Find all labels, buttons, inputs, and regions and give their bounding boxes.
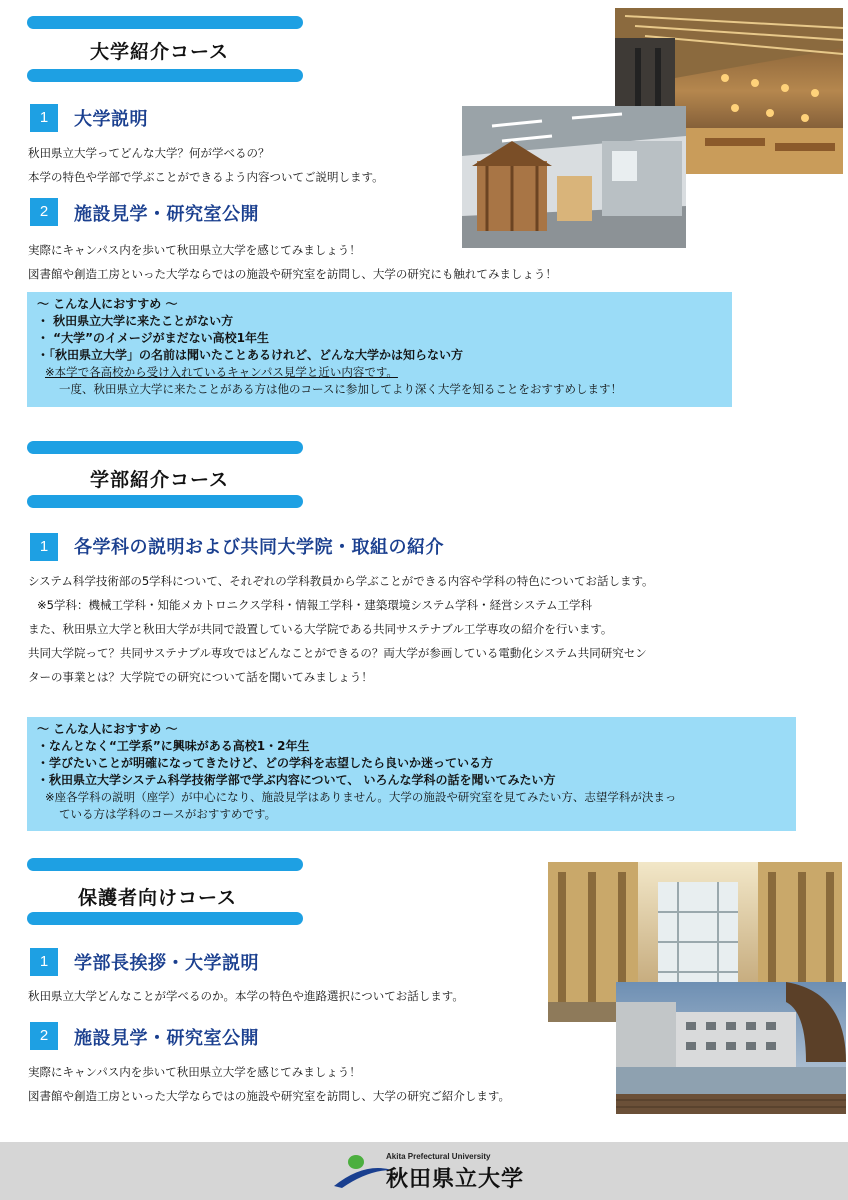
recommend-item: ・学びたいことが明確になってきたけど、どの学科を志望したら良いか迷っている方 xyxy=(37,756,494,770)
text-line: ターの事業とは？大学院での研究について話を聞いてみましょう！ xyxy=(28,670,373,684)
text-line: システム科学技術部の5学科について、それぞれの学科教員から学ぶことができる内容や学科の特色についてお話します。 xyxy=(28,574,654,588)
workshop-photo xyxy=(462,106,686,248)
text-line: 共同大学院って？共同サステナブル専攻ではどんなことができるの？両大学が参画している電動化システム共同研究セン xyxy=(28,646,647,660)
recommend-note: ※本学で各高校から受け入れているキャンパス見学と近い内容です。 xyxy=(45,365,398,379)
university-logo-icon xyxy=(334,1150,394,1190)
footer xyxy=(0,1142,848,1200)
text-line: 本学の特色や学部で学ぶことができるよう内容ついてご説明します。 xyxy=(28,170,384,184)
course1-top-bar xyxy=(27,16,303,29)
recommend-item: ・秋田県立大学システム科学技術学部で学ぶ内容について、 いろんな学科の話を聞いてみたい方 xyxy=(37,773,556,787)
course3-top-bar xyxy=(27,858,303,871)
course3-sec2-text xyxy=(28,1060,510,1108)
course2-sec1-title: 各学科の説明および共同大学院・取組の紹介 xyxy=(74,537,444,558)
recommend-item: ・なんとなく“工学系”に興味がある高校1・2年生 xyxy=(37,739,310,753)
course3-sec1-text xyxy=(28,984,464,1008)
course1-sec2-number: 2 xyxy=(30,198,58,226)
text-line: また、秋田県立大学と秋田大学が共同で設置している大学院である共同サステナブル工学専攻の紹介を行います。 xyxy=(28,622,613,636)
course2-top-bar xyxy=(27,441,303,454)
course1-title: 大学紹介コース xyxy=(90,41,230,63)
course1-sec1-text xyxy=(28,141,384,189)
recommend-note: ※座各学科の説明（座学）が中心になり、施設見学はありません。大学の施設や研究室を見てみたい方、志望学科が決まっ xyxy=(45,790,677,804)
recommend-header: ～ こんな人におすすめ ～ xyxy=(37,722,178,736)
course2-sec1-number: 1 xyxy=(30,533,58,561)
recommend-item: ・ “大学”のイメージがまだない高校1年生 xyxy=(37,331,269,345)
course2-text xyxy=(28,569,654,689)
course2-recommend-box xyxy=(27,717,796,831)
course1-bottom-bar xyxy=(27,69,303,82)
course1-recommend-box xyxy=(27,292,732,407)
text-line: 秋田県立大学ってどんな大学？何が学べるの？ xyxy=(28,146,270,160)
text-line: 実際にキャンパス内を歩いて秋田県立大学を感じてみましょう！ xyxy=(28,1065,361,1079)
recommend-header: ～ こんな人におすすめ ～ xyxy=(37,297,178,311)
courtyard-photo xyxy=(616,982,846,1114)
text-line: 図書館や創造工房といった大学ならではの施設や研究室を訪問し、大学の研究にも触れてみましょう！ xyxy=(28,267,557,281)
course3-sec1-number: 1 xyxy=(30,948,58,976)
text-line: 実際にキャンパス内を歩いて秋田県立大学を感じてみましょう！ xyxy=(28,243,361,257)
recommend-note: 一度、秋田県立大学に来たことがある方は他のコースに参加してより深く大学を知ることをおすすめします！ xyxy=(59,382,623,396)
course2-bottom-bar xyxy=(27,495,303,508)
course1-sec1-number: 1 xyxy=(30,104,58,132)
recommend-item: ・「秋田県立大学」の名前は聞いたことあるけれど、どんな大学かは知らない方 xyxy=(37,348,464,362)
courtyard-image xyxy=(616,982,846,1114)
course1-sec1-title: 大学説明 xyxy=(74,109,148,130)
text-line: 秋田県立大学どんなことが学べるのか。本学の特色や進路選択についてお話します。 xyxy=(28,989,464,1003)
logo-japanese: 秋田県立大学 xyxy=(386,1167,525,1192)
course3-title: 保護者向けコース xyxy=(78,887,238,909)
course2-title: 学部紹介コース xyxy=(90,469,230,491)
workshop-image xyxy=(462,106,686,248)
text-line: 図書館や創造工房といった大学ならではの施設や研究室を訪問し、大学の研究ご紹介します。 xyxy=(28,1089,510,1103)
course3-bottom-bar xyxy=(27,912,303,925)
course3-sec2-number: 2 xyxy=(30,1022,58,1050)
logo-english: Akita Prefectural University xyxy=(386,1152,491,1161)
course3-sec2-title: 施設見学・研究室公開 xyxy=(74,1028,259,1049)
recommend-item: ・ 秋田県立大学に来たことがない方 xyxy=(37,314,234,328)
course1-sec2-title: 施設見学・研究室公開 xyxy=(74,204,259,225)
recommend-note: ている方は学科のコースがおすすめです。 xyxy=(59,807,277,821)
course3-sec1-title: 学部長挨拶・大学説明 xyxy=(74,953,259,974)
text-line: ※5学科：機械工学科・知能メカトロニクス学科・情報工学科・建築環境システム学科・経営システム工学科 xyxy=(37,598,593,612)
